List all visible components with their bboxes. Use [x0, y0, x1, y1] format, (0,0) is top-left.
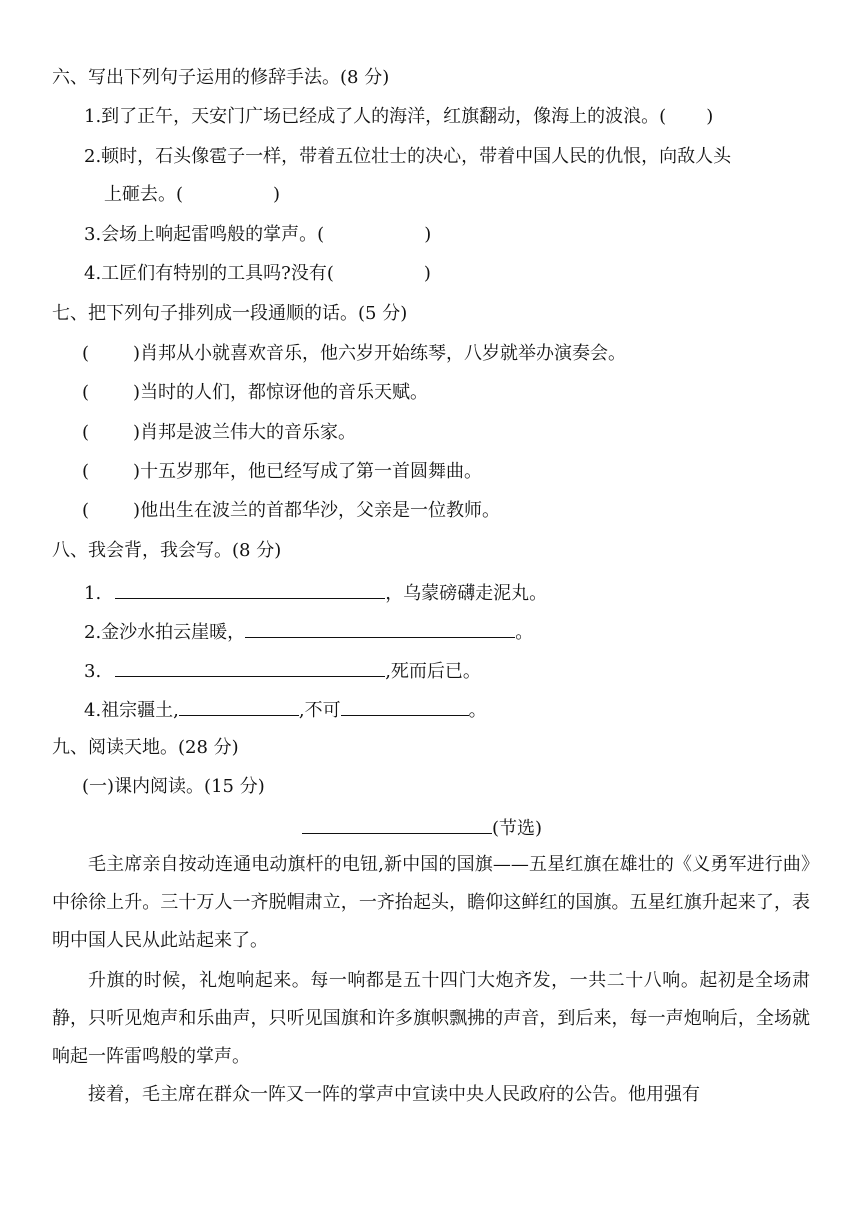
paren-close: ) [133, 382, 141, 403]
paren-close: ) [133, 500, 141, 521]
question-6-3-text: 3.会场上响起雷鸣般的掌声。( [84, 224, 325, 245]
answer-blank[interactable] [302, 815, 492, 834]
recite-text: 。 [468, 700, 487, 721]
reading-paragraph-3: 接着，毛主席在群众一阵又一阵的掌声中宣读中央人民政府的公告。他用强有 [88, 1084, 700, 1105]
recite-text: ,不可 [298, 700, 341, 721]
excerpt-title-line [302, 815, 542, 841]
paren-open: ( [82, 500, 90, 521]
question-6-4 [84, 262, 431, 286]
recite-question-1 [84, 580, 547, 606]
recite-question-4 [84, 697, 487, 723]
ordering-item-text: 十五岁那年，他已经写成了第一首圆舞曲。 [140, 461, 483, 482]
recite-text: 。 [515, 622, 534, 643]
answer-blank[interactable] [245, 619, 515, 638]
recite-text: 2.金沙水拍云崖暖， [84, 622, 246, 643]
section-9-title: 九、阅读天地。(28 分) [52, 737, 239, 758]
recite-text: ,死而后已。 [385, 661, 481, 682]
excerpt-label: (节选) [492, 818, 543, 839]
ordering-item-text: 当时的人们，都惊讶他的音乐天赋。 [140, 382, 429, 403]
answer-blank[interactable] [115, 658, 385, 677]
recite-question-3 [84, 658, 481, 684]
section-6-title: 六、写出下列句子运用的修辞手法。(8 分) [52, 67, 390, 88]
paren-open: ( [82, 343, 90, 364]
ordering-item [82, 460, 482, 484]
paren-close: ) [133, 461, 141, 482]
question-number: 3. [84, 661, 102, 682]
section-8-title: 八、我会背，我会写。(8 分) [52, 540, 282, 561]
ordering-item [82, 499, 500, 523]
recite-text: ，乌蒙磅礴走泥丸。 [385, 583, 548, 604]
ordering-item [82, 381, 428, 405]
question-6-1-text: 1.到了正午，天安门广场已经成了人的海洋，红旗翻动，像海上的波浪。( [84, 106, 667, 127]
paren-open: ( [82, 382, 90, 403]
paren-close: ) [273, 184, 281, 205]
paren-close: ) [133, 422, 141, 443]
reading-paragraph-1: 毛主席亲自按动连通电动旗杆的电钮,新中国的国旗——五星红旗在雄壮的《义勇军进行曲》中徐徐上升。三十万人一齐脱帽肃立，一齐抬起头，瞻仰这鲜红的国旗。五星红旗升起来了，表明中国人民从此站起来了。 [52, 854, 810, 951]
question-6-2-line2 [104, 183, 280, 207]
recite-text: 4.祖宗疆土, [84, 700, 179, 721]
paren-close: ) [424, 224, 432, 245]
section-7-title: 七、把下列句子排列成一段通顺的话。(5 分) [52, 303, 408, 324]
answer-blank[interactable] [115, 580, 385, 599]
question-6-1 [84, 105, 713, 129]
ordering-item-text: 肖邦从小就喜欢音乐，他六岁开始练琴，八岁就举办演奏会。 [140, 343, 627, 364]
subsection-title: (一)课内阅读。(15 分) [82, 776, 265, 797]
recite-question-2 [84, 619, 533, 645]
question-6-4-text: 4.工匠们有特别的工具吗?没有( [84, 263, 334, 284]
paren-close: ) [706, 106, 714, 127]
paren-open: ( [82, 422, 90, 443]
ordering-item-text: 他出生在波兰的首都华沙，父亲是一位教师。 [140, 500, 501, 521]
ordering-item [82, 421, 356, 445]
paren-close: ) [423, 263, 431, 284]
question-number: 1. [84, 583, 102, 604]
paren-open: ( [82, 461, 90, 482]
answer-blank[interactable] [179, 697, 299, 716]
question-6-2-text: 上砸去。( [104, 184, 184, 205]
question-6-3 [84, 223, 431, 247]
ordering-item-text: 肖邦是波兰伟大的音乐家。 [140, 422, 357, 443]
ordering-item [82, 342, 626, 366]
question-6-2-line1: 2.顿时，石头像雹子一样，带着五位壮士的决心，带着中国人民的仇恨，向敌人头 [84, 146, 732, 167]
paren-close: ) [133, 343, 141, 364]
answer-blank[interactable] [341, 697, 469, 716]
reading-paragraph-2: 升旗的时候，礼炮响起来。每一响都是五十四门大炮齐发，一共二十八响。起初是全场肃静，只听见炮声和乐曲声，只听见国旗和许多旗帜飘拂的声音，到后来，每一声炮响后，全场就响起一阵雷鸣般的掌声。 [52, 970, 810, 1067]
